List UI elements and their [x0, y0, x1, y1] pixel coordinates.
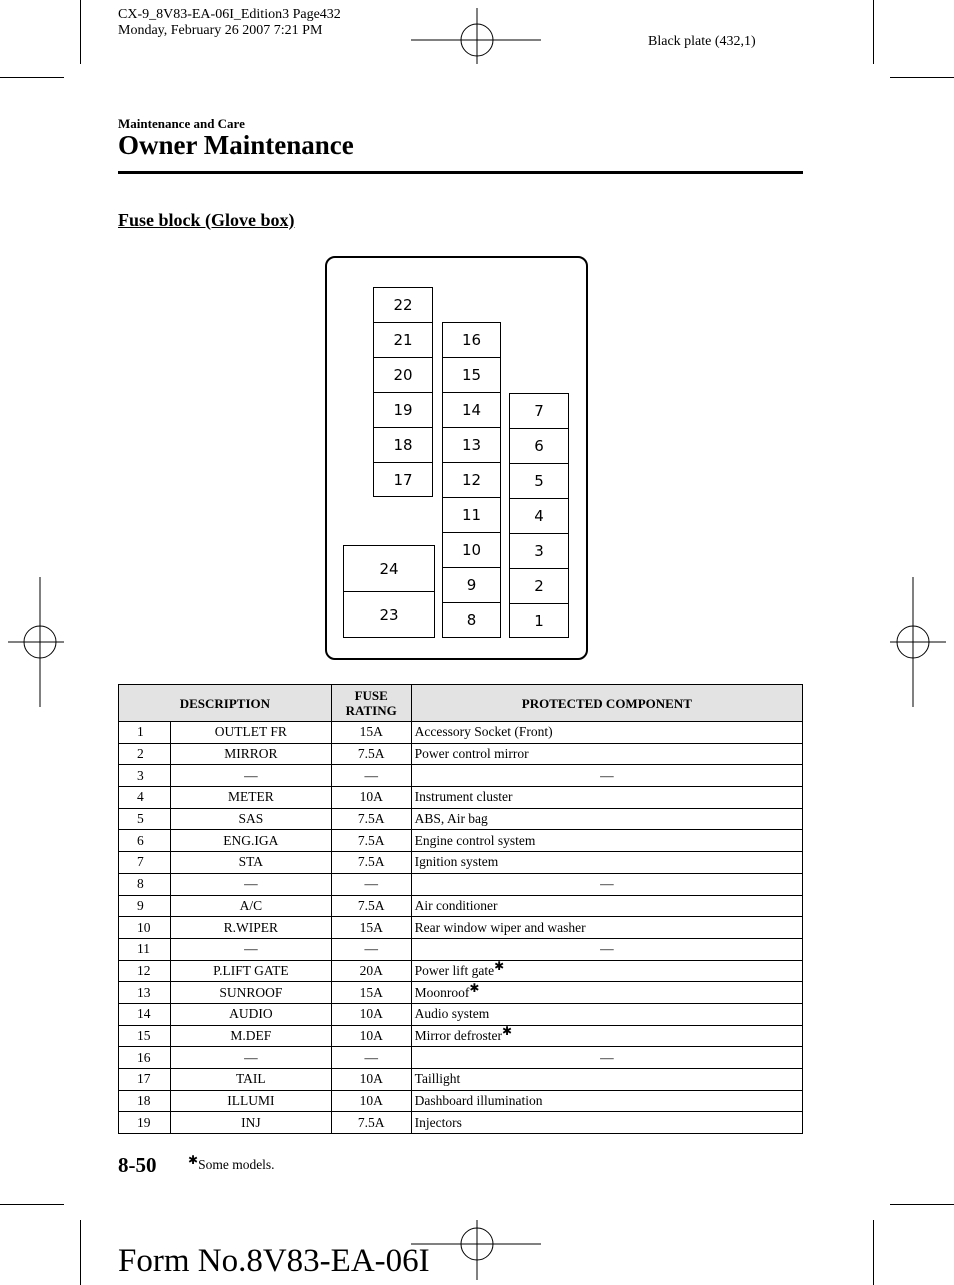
cell-fuse-number: 1 — [119, 722, 171, 744]
footnote-text: Some models. — [198, 1157, 275, 1172]
cell-fuse-number: 11 — [119, 938, 171, 960]
cell-fuse-number: 7 — [119, 852, 171, 874]
fuse-table-body — [119, 722, 803, 1134]
asterisk-icon: ✱ — [494, 958, 505, 973]
cell-fuse-rating: 10A — [331, 1069, 411, 1091]
subheading-fuse-block: Fuse block (Glove box) — [118, 210, 295, 230]
table-row — [119, 743, 803, 765]
cell-description: SUNROOF — [170, 982, 331, 1004]
cell-fuse-rating: 10A — [331, 787, 411, 809]
cell-fuse-rating: 15A — [331, 917, 411, 939]
cell-protected-component: Accessory Socket (Front) — [411, 722, 802, 744]
cell-description: SAS — [170, 808, 331, 830]
cell-fuse-rating: 7.5A — [331, 852, 411, 874]
header-rating-line1: FUSE — [354, 688, 388, 703]
fuse-11: 11 — [442, 497, 501, 533]
fuse-14: 14 — [442, 392, 501, 428]
fuse-5: 5 — [509, 463, 569, 499]
cell-fuse-number: 17 — [119, 1069, 171, 1091]
form-number: Form No.8V83-EA-06I — [118, 1243, 430, 1279]
cell-protected-component: Ignition system — [411, 852, 802, 874]
fuse-7: 7 — [509, 393, 569, 429]
table-row — [119, 852, 803, 874]
header-protected-component: PROTECTED COMPONENT — [411, 685, 802, 722]
fuse-6: 6 — [509, 428, 569, 464]
fuse-2: 2 — [509, 568, 569, 604]
fuse-18: 18 — [373, 427, 433, 463]
fuse-1: 1 — [509, 603, 569, 638]
plate-label: Black plate (432,1) — [648, 34, 756, 49]
cell-fuse-number: 10 — [119, 917, 171, 939]
table-row — [119, 982, 803, 1004]
table-row — [119, 1047, 803, 1069]
fuse-13: 13 — [442, 427, 501, 463]
slug-line-1: CX-9_8V83-EA-06I_Edition3 Page432 — [118, 7, 341, 22]
cell-protected-component: Instrument cluster — [411, 787, 802, 809]
fuse-17: 17 — [373, 462, 433, 497]
cell-protected-component: Air conditioner — [411, 895, 802, 917]
cell-description: ILLUMI — [170, 1090, 331, 1112]
fuse-24: 24 — [343, 545, 435, 592]
cell-protected-component: Dashboard illumination — [411, 1090, 802, 1112]
cell-fuse-rating: — — [331, 1047, 411, 1069]
fuse-table — [118, 684, 803, 1134]
table-row — [119, 960, 803, 982]
cell-description: TAIL — [170, 1069, 331, 1091]
cell-protected-component: — — [411, 873, 802, 895]
cell-description: AUDIO — [170, 1003, 331, 1025]
page-title: Owner Maintenance — [118, 130, 354, 160]
table-row — [119, 917, 803, 939]
cell-description: P.LIFT GATE — [170, 960, 331, 982]
cell-fuse-number: 6 — [119, 830, 171, 852]
cell-fuse-rating: 7.5A — [331, 830, 411, 852]
cell-fuse-rating: 7.5A — [331, 743, 411, 765]
table-row — [119, 895, 803, 917]
cell-protected-component: Audio system — [411, 1003, 802, 1025]
fuse-4: 4 — [509, 498, 569, 534]
cell-protected-component: Injectors — [411, 1112, 802, 1134]
asterisk-icon: ✱ — [502, 1023, 513, 1038]
cell-fuse-rating: — — [331, 765, 411, 787]
fuse-3: 3 — [509, 533, 569, 569]
cell-protected-component: Engine control system — [411, 830, 802, 852]
section-label: Maintenance and Care — [118, 116, 245, 131]
cell-protected-component: — — [411, 765, 802, 787]
table-row — [119, 787, 803, 809]
cell-protected-component: — — [411, 1047, 802, 1069]
cell-description: — — [170, 765, 331, 787]
cell-fuse-number: 9 — [119, 895, 171, 917]
cell-fuse-rating: — — [331, 938, 411, 960]
fuse-22: 22 — [373, 287, 433, 323]
cell-protected-component: Taillight — [411, 1069, 802, 1091]
cell-description: OUTLET FR — [170, 722, 331, 744]
fuse-23: 23 — [343, 591, 435, 638]
cell-fuse-rating: 10A — [331, 1003, 411, 1025]
slug-line-2: Monday, February 26 2007 7:21 PM — [118, 23, 323, 38]
cell-description: — — [170, 873, 331, 895]
table-row — [119, 1112, 803, 1134]
cell-fuse-number: 14 — [119, 1003, 171, 1025]
header-description: DESCRIPTION — [119, 685, 332, 722]
table-row — [119, 1003, 803, 1025]
cell-fuse-rating: 20A — [331, 960, 411, 982]
cell-fuse-rating: 7.5A — [331, 808, 411, 830]
fuse-12: 12 — [442, 462, 501, 498]
cell-description: INJ — [170, 1112, 331, 1134]
title-rule — [118, 171, 803, 174]
asterisk-icon: ✱ — [469, 980, 480, 995]
cell-description: — — [170, 1047, 331, 1069]
fuse-10: 10 — [442, 532, 501, 568]
table-row — [119, 873, 803, 895]
cell-fuse-rating: 7.5A — [331, 895, 411, 917]
table-row — [119, 1069, 803, 1091]
cell-description: — — [170, 938, 331, 960]
cell-fuse-rating: 15A — [331, 722, 411, 744]
cell-fuse-number: 12 — [119, 960, 171, 982]
cell-fuse-number: 3 — [119, 765, 171, 787]
cell-fuse-rating: 7.5A — [331, 1112, 411, 1134]
fuse-15: 15 — [442, 357, 501, 393]
cell-protected-component: Power lift gate✱ — [411, 960, 802, 982]
cell-fuse-number: 4 — [119, 787, 171, 809]
cell-fuse-number: 2 — [119, 743, 171, 765]
page-number: 8-50 — [118, 1153, 157, 1177]
table-row — [119, 722, 803, 744]
cell-fuse-number: 15 — [119, 1025, 171, 1047]
cell-description: ENG.IGA — [170, 830, 331, 852]
fuse-20: 20 — [373, 357, 433, 393]
footnote — [188, 1153, 275, 1173]
fuse-9: 9 — [442, 567, 501, 603]
table-row — [119, 830, 803, 852]
table-row — [119, 1090, 803, 1112]
asterisk-icon: ✱ — [188, 1153, 199, 1167]
cell-description: M.DEF — [170, 1025, 331, 1047]
cell-description: METER — [170, 787, 331, 809]
table-row — [119, 765, 803, 787]
cell-protected-component: Mirror defroster✱ — [411, 1025, 802, 1047]
fuse-19: 19 — [373, 392, 433, 428]
table-header-row — [119, 685, 803, 722]
cell-protected-component: Moonroof✱ — [411, 982, 802, 1004]
cell-protected-component: ABS, Air bag — [411, 808, 802, 830]
cell-fuse-number: 5 — [119, 808, 171, 830]
cell-description: A/C — [170, 895, 331, 917]
cell-fuse-number: 16 — [119, 1047, 171, 1069]
cell-fuse-number: 13 — [119, 982, 171, 1004]
cell-protected-component: Rear window wiper and washer — [411, 917, 802, 939]
header-rating-line2: RATING — [345, 703, 397, 718]
cell-fuse-rating: 10A — [331, 1090, 411, 1112]
cell-fuse-rating: 15A — [331, 982, 411, 1004]
cell-protected-component: Power control mirror — [411, 743, 802, 765]
table-row — [119, 808, 803, 830]
fuse-16: 16 — [442, 322, 501, 358]
fuse-8: 8 — [442, 602, 501, 638]
table-row — [119, 938, 803, 960]
cell-fuse-rating: 10A — [331, 1025, 411, 1047]
cell-fuse-number: 8 — [119, 873, 171, 895]
fuse-21: 21 — [373, 322, 433, 358]
cell-protected-component: — — [411, 938, 802, 960]
cell-fuse-rating: — — [331, 873, 411, 895]
cell-fuse-number: 19 — [119, 1112, 171, 1134]
table-row — [119, 1025, 803, 1047]
cell-description: STA — [170, 852, 331, 874]
header-fuse-rating — [331, 685, 411, 722]
cell-description: R.WIPER — [170, 917, 331, 939]
cell-description: MIRROR — [170, 743, 331, 765]
cell-fuse-number: 18 — [119, 1090, 171, 1112]
